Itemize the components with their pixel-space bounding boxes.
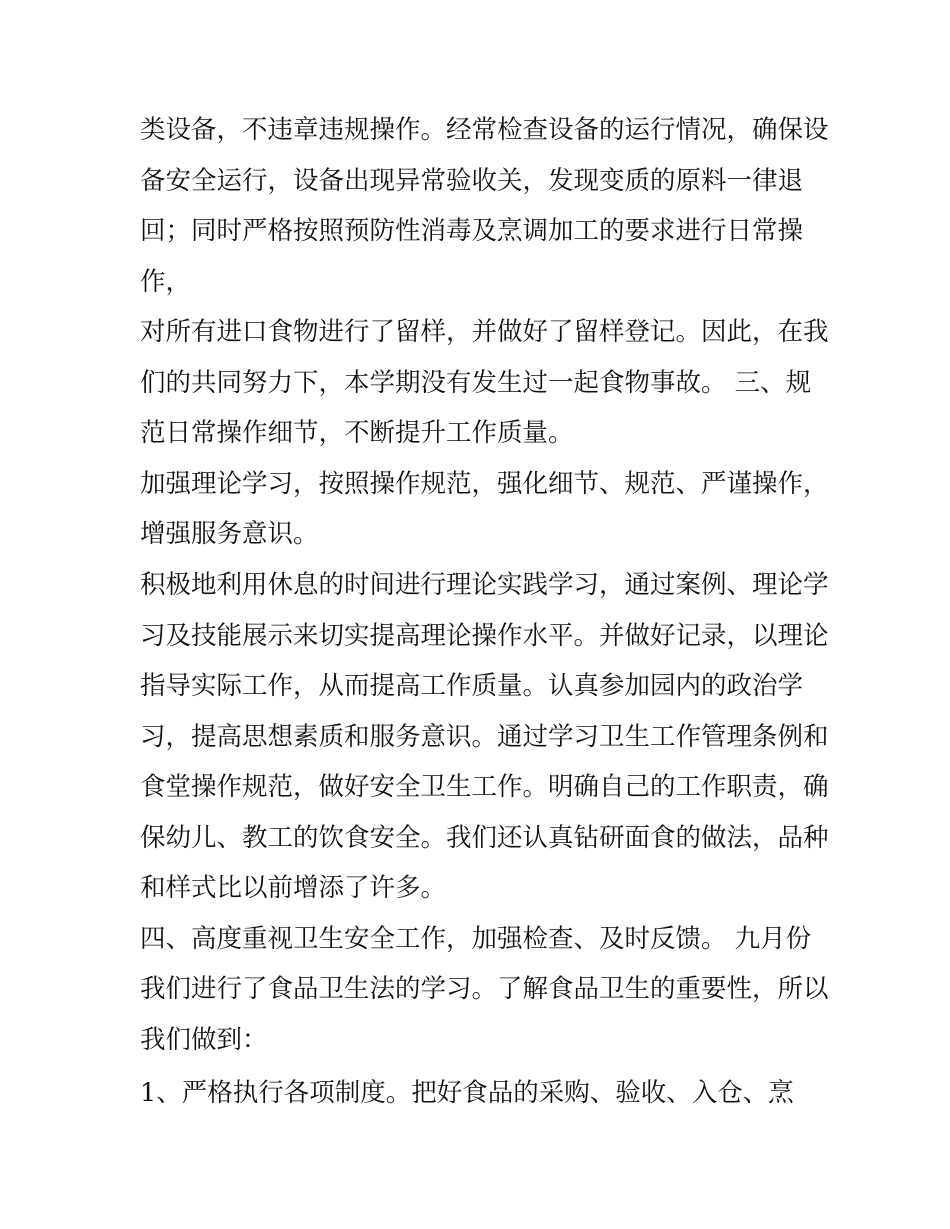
text-line: 增强服务意识。 xyxy=(140,519,319,549)
text-line: 积极地利用休息的时间进行理论实践学习，通过案例、理论学 xyxy=(140,570,829,600)
text-line: 和样式比以前增添了许多。 xyxy=(140,873,447,903)
text-line: 习及技能展示来切实提高理论操作水平。并做好记录，以理论 xyxy=(140,621,829,651)
text-line: 指导实际工作，从而提高工作质量。认真参加园内的政治学 xyxy=(140,671,804,701)
text-line: 四、高度重视卫生安全工作，加强检查、及时反馈。 九月份 xyxy=(140,924,812,954)
text-line: 1、严格执行各项制度。把好食品的采购、验收、入仓、烹 xyxy=(140,1078,794,1108)
text-line: 们的共同努力下，本学期没有发生过一起食物事故。 三、规 xyxy=(140,368,812,398)
text-line: 对所有进口食物进行了留样，并做好了留样登记。因此，在我 xyxy=(140,317,829,347)
text-line: 食堂操作规范，做好安全卫生工作。明确自己的工作职责，确 xyxy=(140,772,829,802)
text-line: 备安全运行，设备出现异常验收关，发现变质的原料一律退 xyxy=(140,166,804,196)
text-line: 范日常操作细节，不断提升工作质量。 xyxy=(140,418,574,448)
text-line: 保幼儿、教工的饮食安全。我们还认真钻研面食的做法，品种 xyxy=(140,823,829,853)
text-line: 习，提高思想素质和服务意识。通过学习卫生工作管理条例和 xyxy=(140,722,829,752)
text-line: 我们做到： xyxy=(140,1025,268,1055)
text-line: 回；同时严格按照预防性消毒及烹调加工的要求进行日常操 xyxy=(140,216,804,246)
text-line: 作， xyxy=(140,267,192,297)
text-line: 类设备，不违章违规操作。经常检查设备的运行情况，确保设 xyxy=(140,115,829,145)
text-line: 我们进行了食品卫生法的学习。了解食品卫生的重要性，所以 xyxy=(140,974,829,1004)
text-line: 加强理论学习，按照操作规范，强化细节、规范、严谨操作， xyxy=(140,469,829,499)
